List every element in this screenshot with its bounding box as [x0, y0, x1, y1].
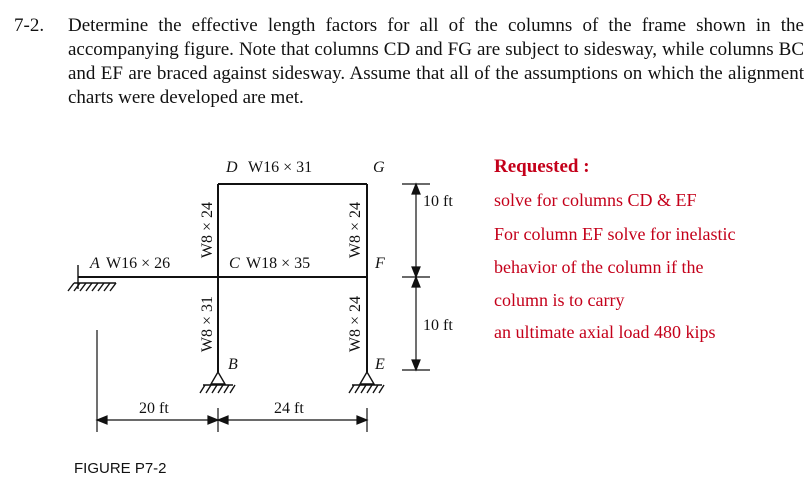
pin-support-e	[349, 372, 384, 393]
note-line: column is to carry	[494, 290, 625, 310]
dim-lower-story: 10 ft	[423, 317, 453, 334]
horizontal-dimensions	[97, 330, 367, 432]
note-line: behavior of the column if the	[494, 257, 704, 277]
label-beam-top: W16 × 31	[248, 159, 313, 176]
problem-text: Determine the effective length factors for all of the columns of the frame shown in the accompanying figure. Note that columns CD and FG are subject to sidesway, while columns BC and EF are braced against sidesway. Assume that all of the assumptions on which the alignment charts were developed are met.	[68, 15, 804, 108]
vertical-dimensions	[402, 184, 430, 370]
label-d: D	[226, 159, 238, 176]
label-col-bc: W8 × 31	[199, 295, 216, 353]
label-b: B	[228, 356, 238, 373]
problem-number: 7-2.	[14, 15, 45, 36]
label-f: F	[375, 255, 385, 272]
note-line: an ultimate axial load 480 kips	[494, 322, 716, 342]
note-line: For column EF solve for inelastic	[494, 224, 736, 244]
dim-right-span: 24 ft	[274, 400, 304, 417]
label-beam-mid: W18 × 35	[246, 255, 311, 272]
figure-caption: FIGURE P7-2	[74, 460, 167, 477]
label-e: E	[375, 356, 385, 373]
note-heading: Requested :	[494, 156, 590, 177]
label-g: G	[373, 159, 385, 176]
label-col-cd: W8 × 24	[199, 201, 216, 259]
label-c: C	[229, 255, 240, 272]
label-col-gf: W8 × 24	[347, 201, 364, 259]
label-a: A	[90, 255, 100, 272]
pin-support-b	[200, 372, 235, 393]
label-beam-left: W16 × 26	[106, 255, 171, 272]
note-line: solve for columns CD & EF	[494, 190, 697, 210]
label-col-fe: W8 × 24	[347, 295, 364, 353]
dim-upper-story: 10 ft	[423, 193, 453, 210]
dim-left-span: 20 ft	[139, 400, 169, 417]
